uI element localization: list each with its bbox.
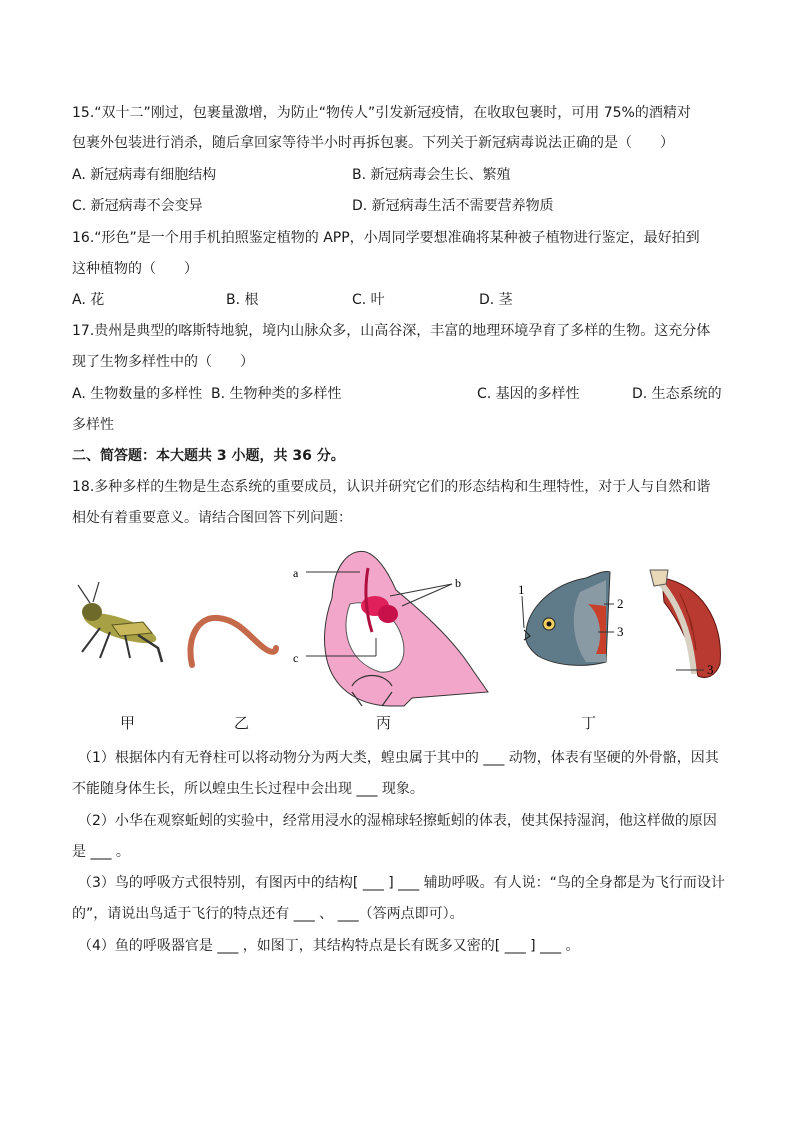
bird-label-a: a — [293, 566, 299, 580]
q15-option-d: D. 新冠病毒生活不需要营养物质 — [352, 198, 554, 214]
q15-option-a: A. 新冠病毒有细胞结构 — [72, 167, 217, 183]
q17-option-c: C. 基因的多样性 — [477, 386, 580, 402]
q15-option-c: C. 新冠病毒不会变异 — [72, 198, 203, 214]
q18-sub2-line1: （2）小华在观察蚯蚓的实验中，经常用浸水的湿棉球轻擦蚯蚓的体表，使其保持湿润，他这样做的原因 — [78, 813, 717, 829]
q17-option-a: A. 生物数量的多样性 — [72, 386, 203, 402]
section-title: 二、简答题：本大题共 3 小题，共 36 分。 — [72, 448, 345, 464]
q15-stem-line1: 15.“双十二”刚过，包裹量激增，为防止“物传人”引发新冠疫情，在收取包裹时，可用 75%的酒精对 — [72, 105, 691, 121]
q17-option-d: D. 生态系统的 — [632, 386, 722, 402]
caption-ding: 丁 — [581, 714, 597, 732]
animals-figure — [0, 540, 794, 740]
gill-label-3: 3 — [707, 662, 714, 677]
q17-stem-line2: 现了生物多样性中的（ ） — [72, 354, 254, 370]
q15-stem-line2: 包裹外包装进行消杀，随后拿回家等待半小时再拆包裹。下列关于新冠病毒说法正确的是（ ） — [72, 135, 674, 151]
q16-option-a: A. 花 — [72, 292, 105, 308]
q18-stem-line1: 18.多种多样的生物是生态系统的重要成员，认识并研究它们的形态结构和生理特性，对于人与自然和谐 — [72, 479, 711, 495]
q16-option-b: B. 根 — [226, 292, 259, 308]
fish-head-image — [522, 571, 614, 665]
q15-option-b: B. 新冠病毒会生长、繁殖 — [352, 167, 511, 183]
q16-option-c: C. 叶 — [352, 292, 385, 308]
q17-option-d-cont: 多样性 — [72, 417, 114, 433]
q16-option-d: D. 茎 — [479, 292, 513, 308]
caption-yi: 乙 — [234, 714, 250, 732]
caption-bing: 丙 — [376, 714, 392, 732]
grasshopper-image — [78, 582, 162, 662]
q16-stem-line1: 16.“形色”是一个用手机拍照鉴定植物的 APP，小周同学要想准确将某种被子植物进行鉴定，最好拍到 — [72, 230, 700, 246]
pigeon-diagram — [306, 551, 488, 706]
q18-sub2-line2: 是 ___ 。 — [72, 844, 130, 860]
bird-label-c: c — [293, 651, 299, 665]
fish-label-2: 2 — [617, 596, 624, 611]
q18-sub3-line2: 的”，请说出鸟适于飞行的特点还有 ___ 、 ___（答两点即可）。 — [72, 906, 464, 922]
fish-label-1: 1 — [518, 582, 525, 597]
q18-sub4-line1: （4）鱼的呼吸器官是 ___ ，如图丁，其结构特点是长有既多又密的[ ___ ] ___ 。 — [78, 938, 580, 954]
fish-label-3: 3 — [617, 624, 624, 639]
q17-option-b: B. 生物种类的多样性 — [211, 386, 342, 402]
q18-sub1-line2: 不能随身体生长，所以蝗虫生长过程中会出现 ___ 现象。 — [72, 781, 424, 797]
q18-sub1-line1: （1）根据体内有无脊柱可以将动物分为两大类，蝗虫属于其中的 ___ 动物，体表有坚硬的外骨骼，因其 — [78, 750, 719, 766]
caption-jia: 甲 — [120, 714, 136, 732]
q18-sub3-line1: （3）鸟的呼吸方式很特别，有图丙中的结构[ ___ ] ___ 辅助呼吸。有人说：“鸟的全身都是为飞行而设计 — [78, 875, 725, 891]
bird-label-b: b — [455, 576, 461, 590]
earthworm-image — [190, 618, 276, 665]
q16-stem-line2: 这种植物的（ ） — [72, 261, 198, 277]
q18-stem-line2: 相处有着重要意义。请结合图回答下列问题： — [72, 510, 352, 526]
q17-stem-line1: 17.贵州是典型的喀斯特地貌，境内山脉众多，山高谷深，丰富的地理环境孕育了多样的生物。这充分体 — [72, 323, 711, 339]
